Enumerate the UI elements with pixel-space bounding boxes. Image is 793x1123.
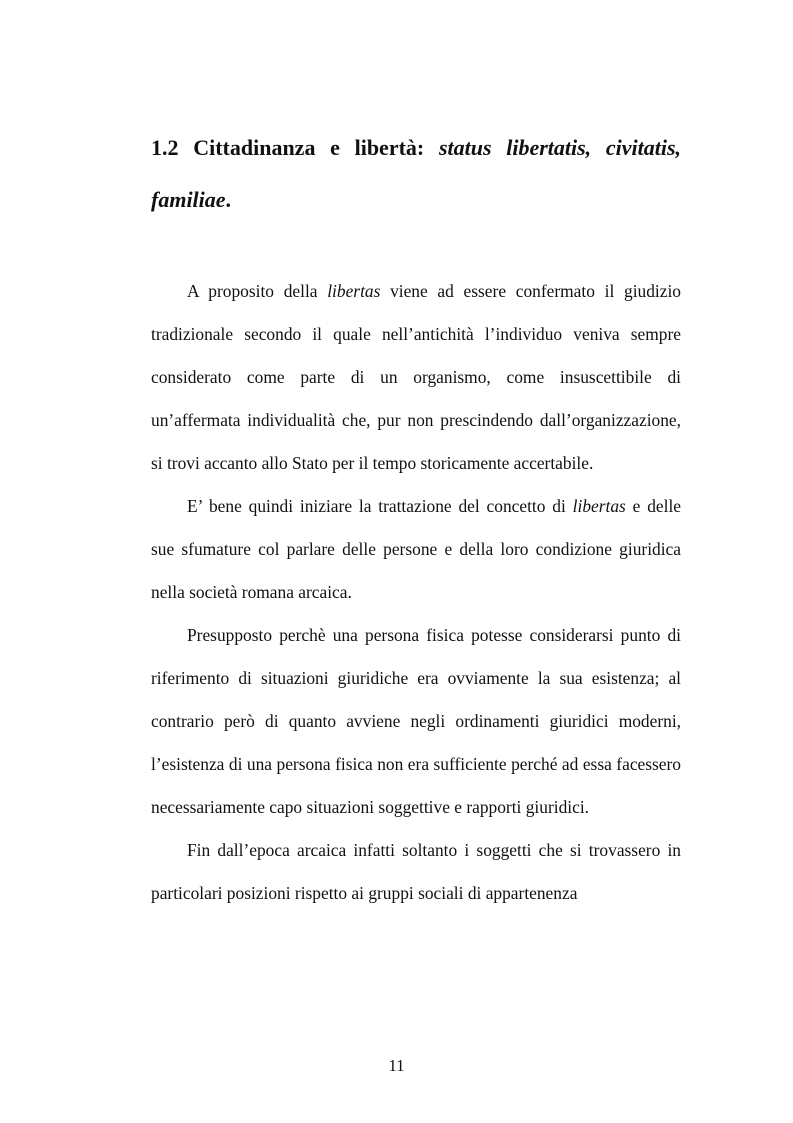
paragraph-3: Presupposto perchè una persona fisica potesse considerarsi punto di riferimento di situazioni giuridiche era ovviamente la sua esistenza; al contrario però di quanto avviene negli ordinamenti giuridici moderni, l’esistenza di una persona fisica non era sufficiente perché ad essa facessero necessariamente capo situazioni soggettive e rapporti giuridici. (151, 625, 681, 817)
paragraph-2-italic: libertas (572, 496, 626, 516)
paragraph-1 (151, 270, 681, 485)
page-number: 11 (388, 1056, 405, 1075)
section-title-italic: status libertatis, civitatis, familiae (151, 135, 682, 212)
paragraph-2 (151, 485, 681, 614)
paragraph-1-before: A proposito della (187, 281, 328, 301)
paragraph-2-before: E’ bene quindi iniziare la trattazione del concetto di (187, 496, 573, 516)
body-text (151, 270, 681, 915)
section-title-end: . (225, 187, 232, 212)
paragraph-4: Fin dall’epoca arcaica infatti soltanto i soggetti che si trovassero in particolari posizioni rispetto ai gruppi sociali di appartenenza (151, 840, 681, 903)
paragraph-2-after: e delle sue sfumature col parlare delle persone e della loro condizione giuridica nella società romana arcaica. (151, 496, 681, 602)
section-heading (151, 122, 681, 226)
section-number: 1.2 (151, 135, 179, 160)
section-title: Cittadinanza e libertà: (193, 135, 425, 160)
paragraph-1-after: viene ad essere confermato il giudizio tradizionale secondo il quale nell’antichità l’individuo veniva sempre considerato come parte di un organismo, come insuscettibile di un’affermata individualità che, pur non prescindendo dall’organizzazione, si trovi accanto allo Stato per il tempo storicamente accertabile. (151, 281, 681, 473)
paragraph-1-italic: libertas (327, 281, 381, 301)
